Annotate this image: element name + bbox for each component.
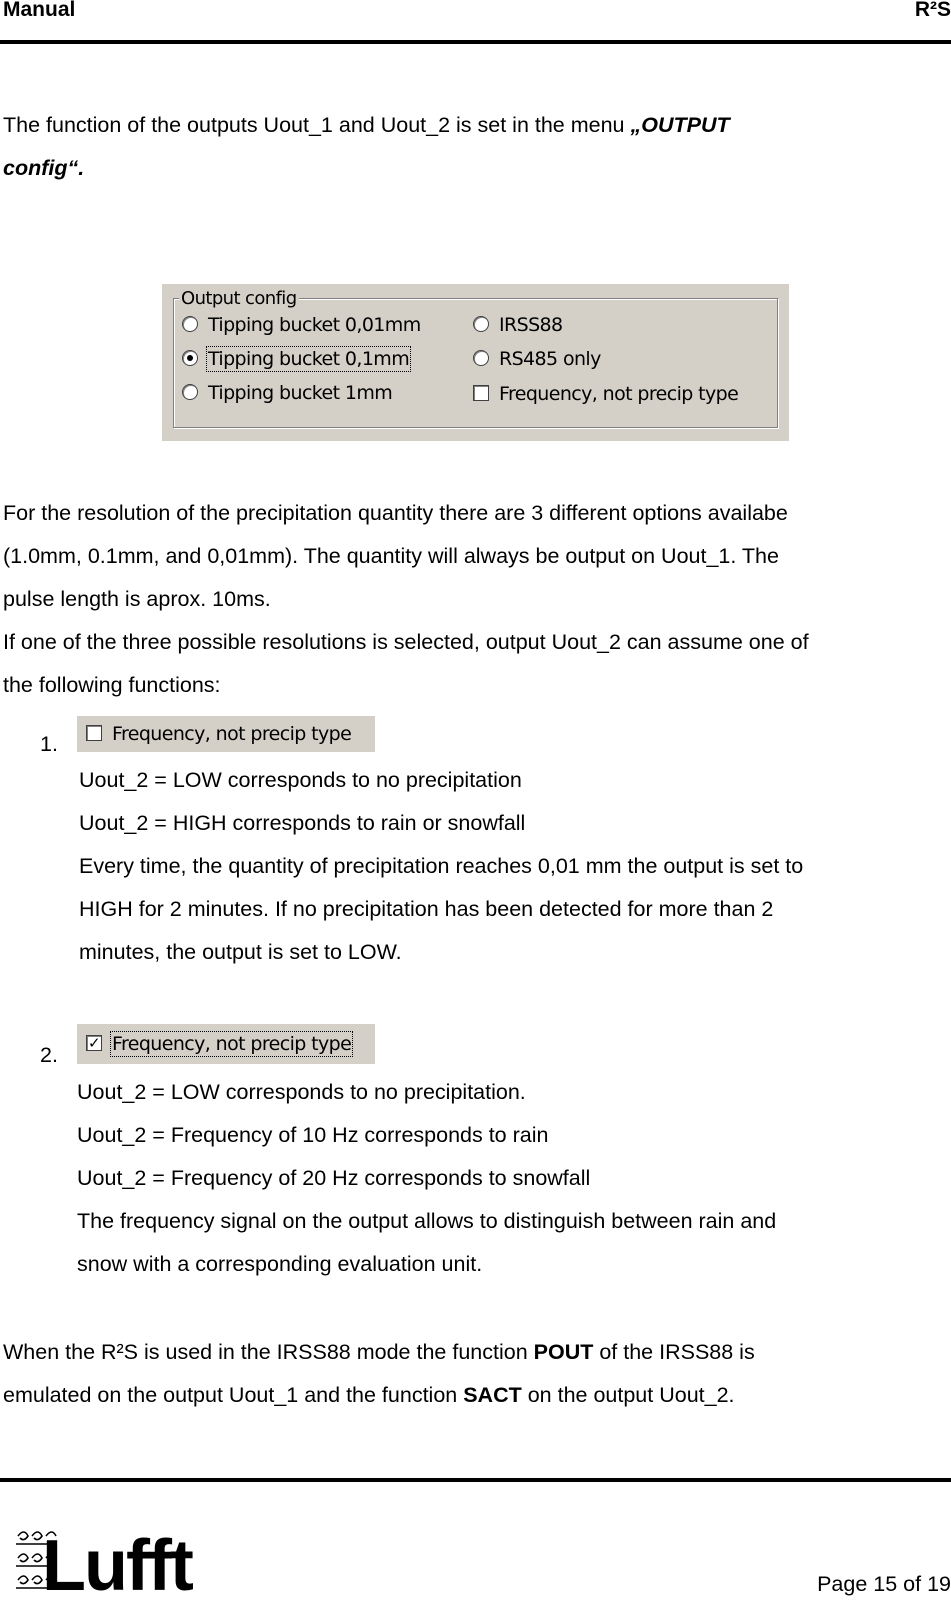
radio-icon [473,316,489,332]
checkmark-icon: ✓ [86,1035,102,1051]
option-label: Tipping bucket 1mm [208,382,393,404]
item-1-number: 1. [40,732,58,756]
item-2-checkbox-image [77,1024,375,1064]
option-label: Tipping bucket 0,01mm [208,314,421,336]
item-2-line-2: Uout_2 = Frequency of 10 Hz corresponds to rain [77,1123,549,1147]
option-label: IRSS88 [499,314,563,336]
menu-name-part-2: config“. [3,156,85,180]
intro-line-2 [3,147,84,190]
item-1-line-2: Uout_2 = HIGH corresponds to rain or snowfall [79,811,526,835]
resolution-line-5: the following functions: [3,673,221,697]
radio-tipping-bucket-001[interactable] [182,314,421,336]
header-rule [0,40,951,44]
item-1-line-3: Every time, the quantity of precipitation reaches 0,01 mm the output is set to [79,854,804,878]
item-1-checkbox-image [77,716,375,752]
output-config-panel [162,284,789,441]
item-2-line-4: The frequency signal on the output allows to distinguish between rain and [77,1209,777,1233]
header-right: R²S [914,0,951,21]
output-config-title: Output config [181,288,297,309]
radio-irss88[interactable] [473,314,563,336]
item-2-line-3: Uout_2 = Frequency of 20 Hz corresponds to snowfall [77,1166,591,1190]
header-left: Manual [3,0,76,21]
checkbox-label: Frequency, not precip type [112,723,352,745]
radio-tipping-bucket-1[interactable] [182,382,392,404]
function-pout: POUT [533,1340,594,1364]
resolution-line-4: If one of the three possible resolutions is selected, output Uout_2 can assume one of [3,630,809,654]
item-2-checkbox[interactable] [86,1033,351,1055]
radio-tipping-bucket-01[interactable] [182,348,409,370]
resolution-line-3: pulse length is aprox. 10ms. [3,587,271,611]
intro-line-1 [3,104,730,147]
closing-text: on the output Uout_2. [521,1383,735,1407]
closing-text: When the R²S is used in the IRSS88 mode the function [3,1340,534,1364]
radio-icon [473,350,489,366]
checkbox-label: Frequency, not precip type [499,383,739,405]
radio-icon [182,384,198,400]
lufft-logo [12,1524,210,1594]
item-2-line-1: Uout_2 = LOW corresponds to no precipitation. [77,1080,526,1104]
item-1-checkbox[interactable] [86,723,351,745]
checkbox-label: Frequency, not precip type [112,1033,352,1055]
closing-text: of the IRSS88 is [593,1340,755,1364]
closing-text: emulated on the output Uout_1 and the function [3,1383,464,1407]
page-number: Page 15 of 19 [817,1572,951,1596]
function-sact: SACT [463,1383,522,1407]
radio-rs485-only[interactable] [473,348,601,370]
item-1-line-1: Uout_2 = LOW corresponds to no precipitation [79,768,522,792]
closing-line-1 [3,1331,755,1374]
menu-name-part-1: „OUTPUT [630,113,730,137]
item-1-line-5: minutes, the output is set to LOW. [79,940,402,964]
closing-line-2 [3,1374,735,1417]
resolution-line-2: (1.0mm, 0.1mm, and 0,01mm). The quantity will always be output on Uout_1. The [3,544,779,568]
option-label: Tipping bucket 0,1mm [208,348,410,370]
lufft-logo-graphic [12,1524,210,1594]
checkbox-icon [86,725,102,741]
resolution-line-1: For the resolution of the precipitation quantity there are 3 different options availabe [3,501,788,525]
footer-rule [0,1478,951,1482]
radio-icon [182,316,198,332]
item-1-line-4: HIGH for 2 minutes. If no precipitation has been detected for more than 2 [79,897,774,921]
radio-selected-icon [182,350,198,366]
option-label: RS485 only [499,348,601,370]
lufft-logo-text: Lufft [42,1526,192,1594]
item-2-number: 2. [40,1043,58,1067]
item-2-line-5: snow with a corresponding evaluation unit. [77,1252,483,1276]
checkbox-icon [473,385,489,401]
intro-text: The function of the outputs Uout_1 and Uout_2 is set in the menu [3,113,631,137]
checkbox-frequency[interactable] [473,383,738,405]
